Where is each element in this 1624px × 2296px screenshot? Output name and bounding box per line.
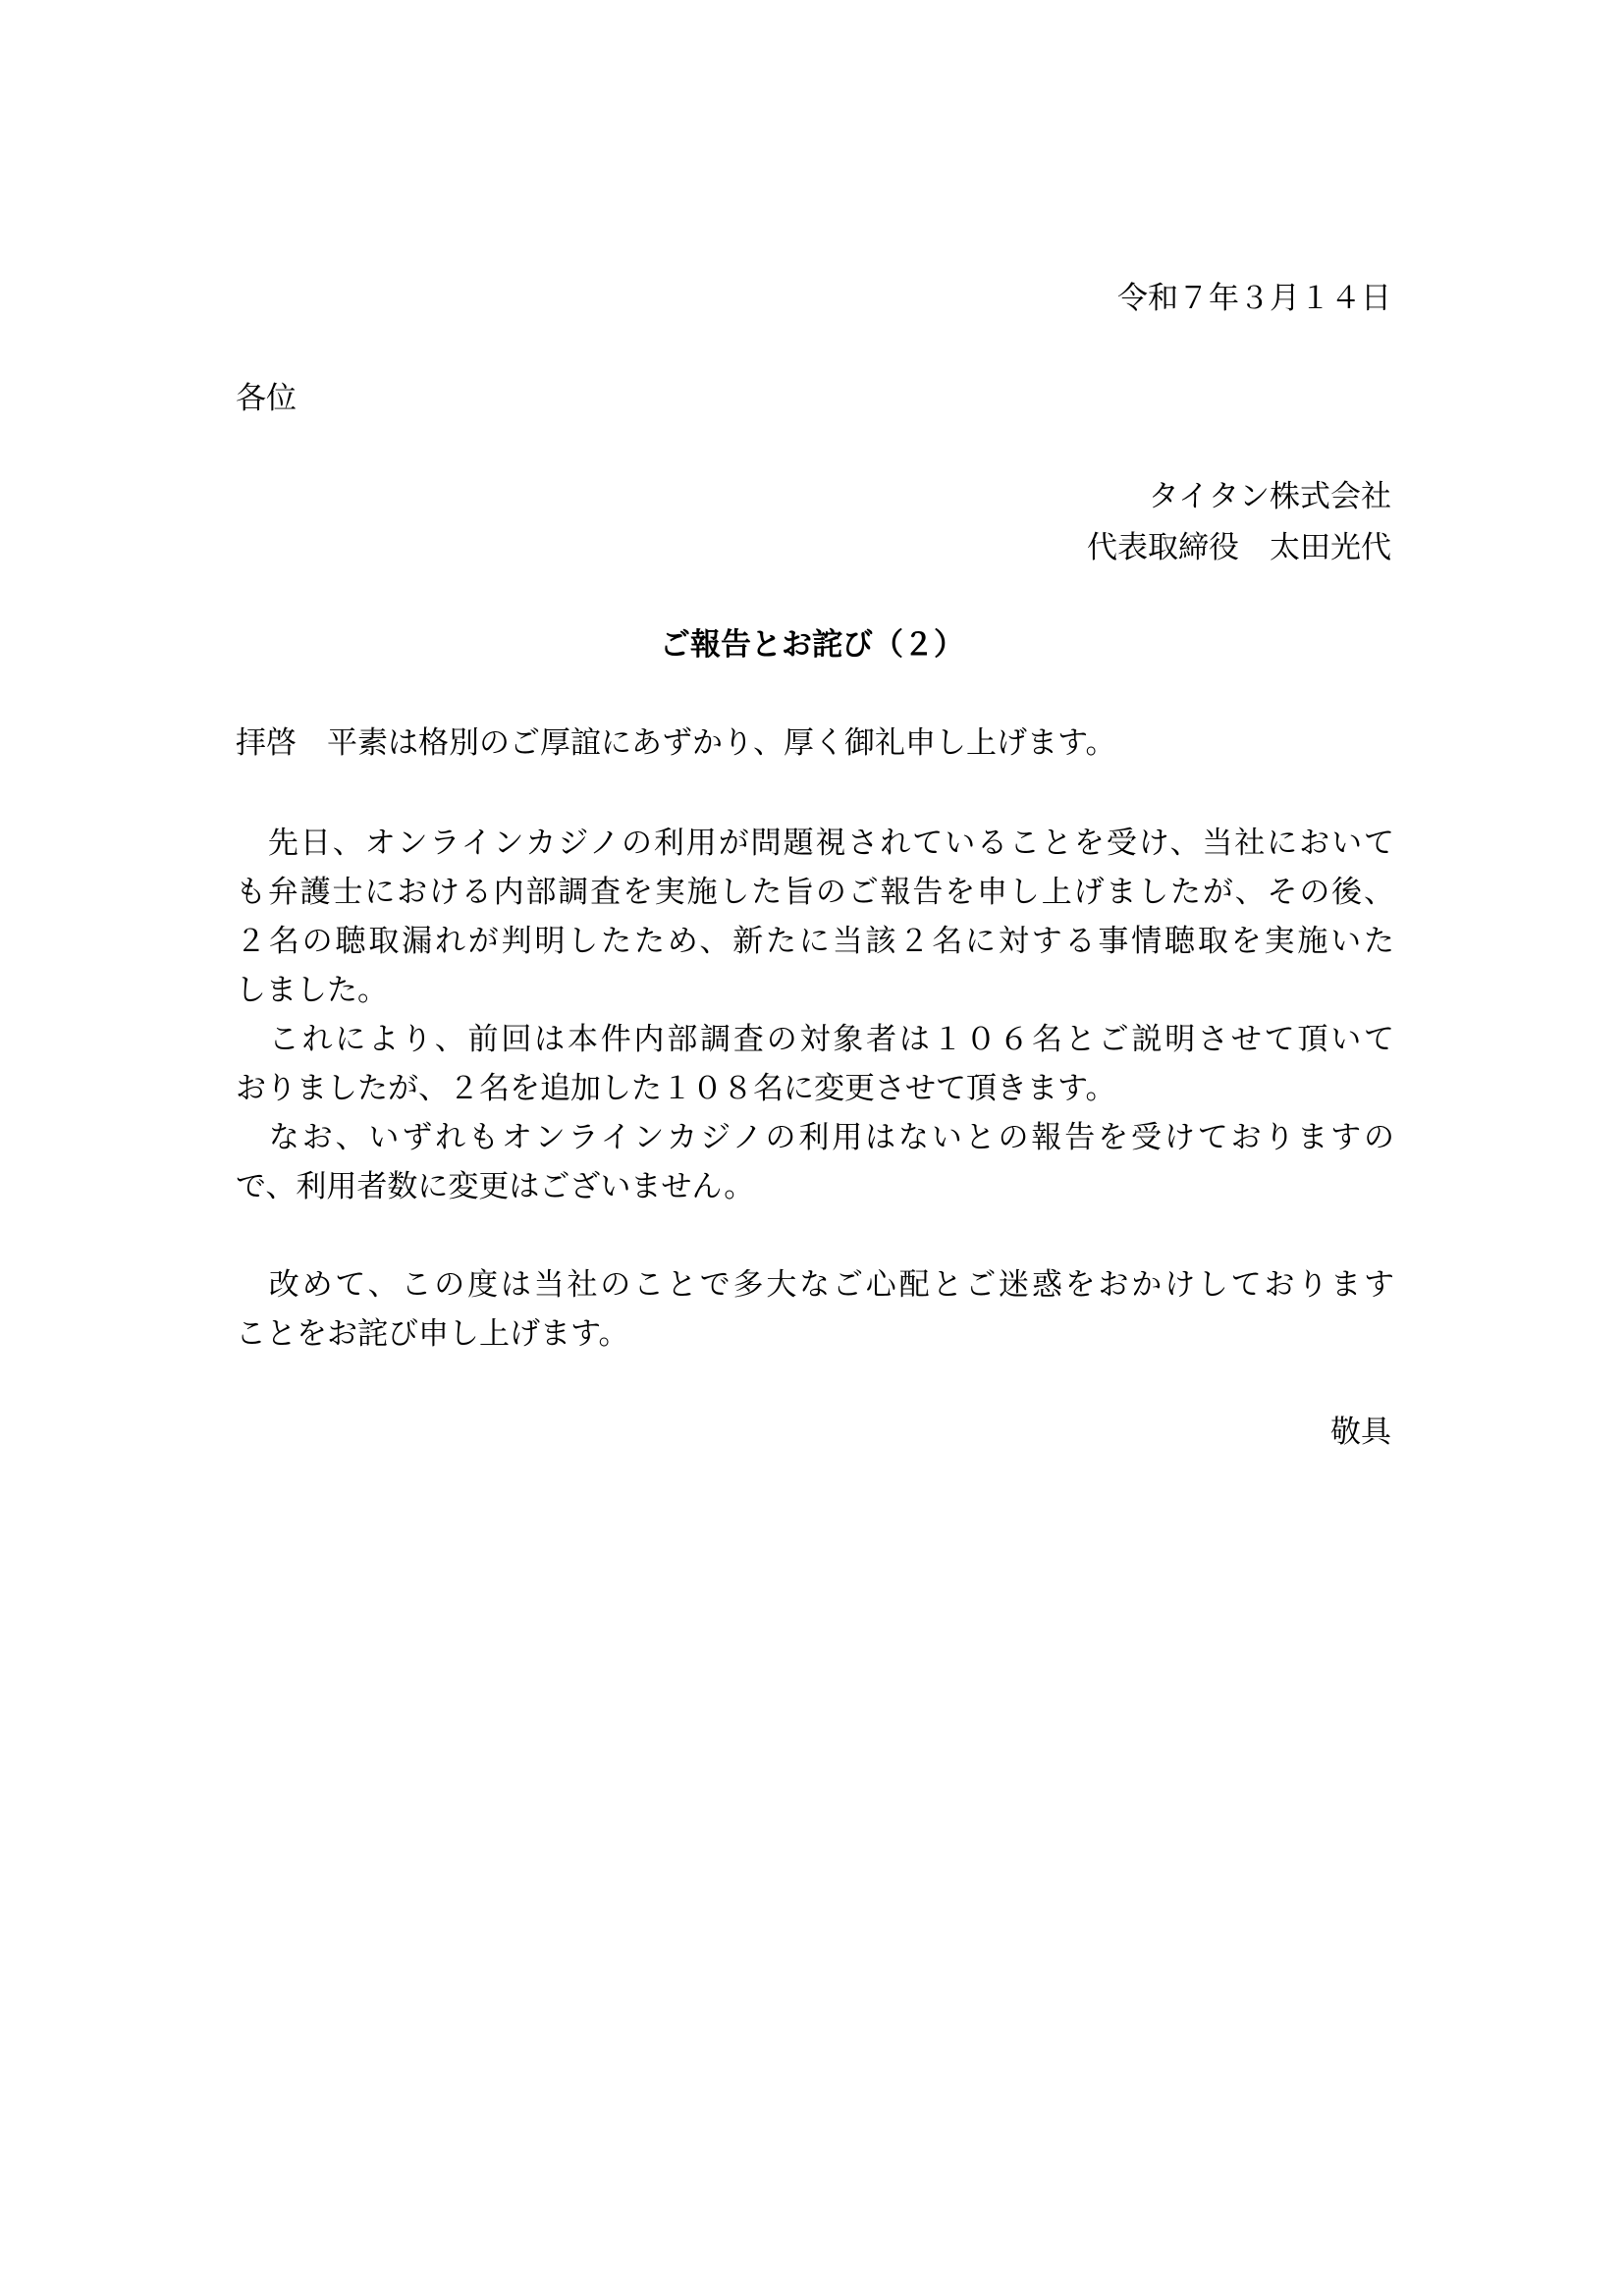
paragraph-1-line-4: しました。: [236, 973, 388, 1008]
paragraph-4-line-2: ことをお詫び申し上げます。: [236, 1316, 629, 1352]
sender-company: タイタン株式会社: [1148, 479, 1391, 514]
paragraph-3-line-1: なお、いずれもオンラインカジノの利用はないとの報告を受けておりますの: [236, 1120, 1394, 1155]
document-title: ご報告とお詫び（２）: [660, 627, 964, 663]
paragraph-1-line-3: ２名の聴取漏れが判明したため、新たに当該２名に対する事情聴取を実施いた: [236, 924, 1394, 959]
closing-word: 敬具: [1330, 1415, 1391, 1450]
sender-representative: 代表取締役 太田光代: [1087, 530, 1391, 565]
greeting-line: 拝啓 平素は格別のご厚誼にあずかり、厚く御礼申し上げます。: [236, 725, 1116, 761]
paragraph-1-line-1: 先日、オンラインカジノの利用が問題視されていることを受け、当社において: [236, 826, 1394, 861]
paragraph-3-line-2: で、利用者数に変更はございません。: [236, 1169, 755, 1204]
paragraph-4-line-1: 改めて、この度は当社のことで多大なご心配とご迷惑をおかけしております: [236, 1267, 1394, 1303]
paragraph-1-line-2: も弁護士における内部調査を実施した旨のご報告を申し上げましたが、その後、: [236, 875, 1394, 910]
document-date: 令和７年３月１４日: [1117, 281, 1391, 316]
paragraph-2-line-1: これにより、前回は本件内部調査の対象者は１０６名とご説明させて頂いて: [236, 1022, 1394, 1057]
paragraph-2-line-2: おりましたが、２名を追加した１０８名に変更させて頂きます。: [236, 1071, 1116, 1106]
addressee: 各位: [236, 381, 297, 416]
